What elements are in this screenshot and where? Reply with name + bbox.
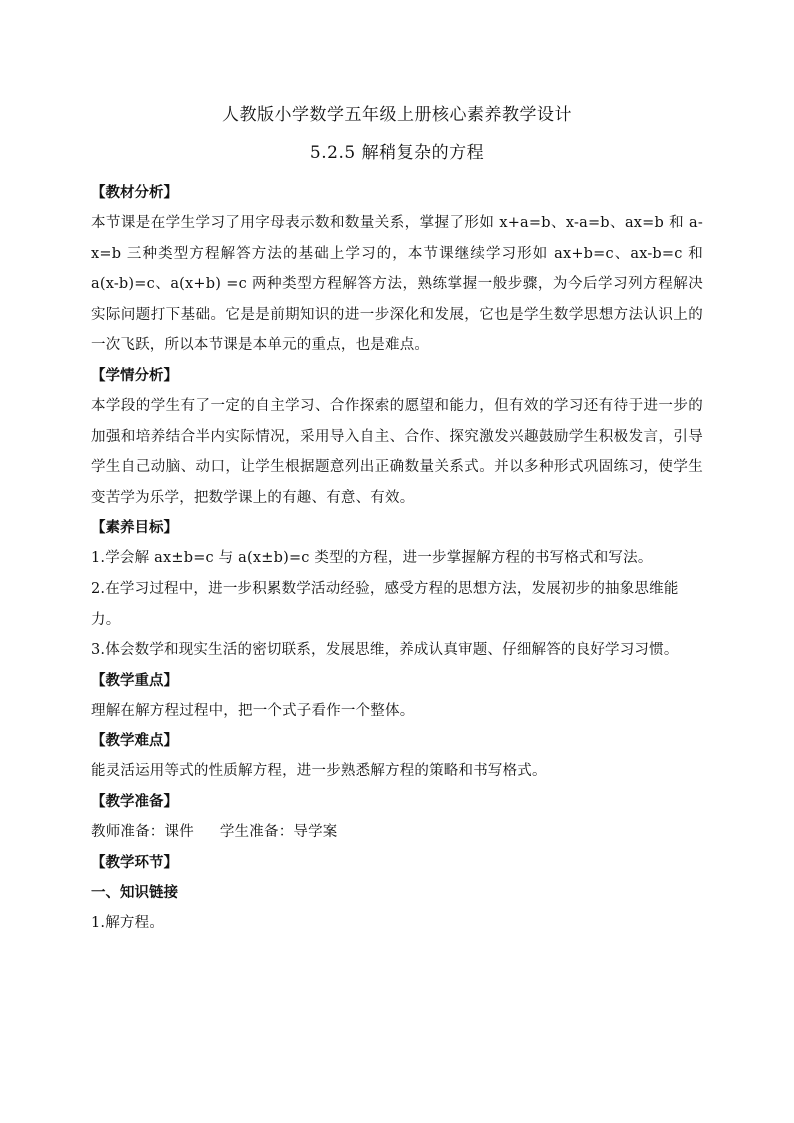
section-heading-learner-analysis: 【学情分析】 <box>91 367 178 384</box>
learner-analysis-text: 本学段的学生有了一定的自主学习、合作探索的愿望和能力，但有效的学习还有待于进一步的加强和培养结合半内实际情况，采用导入自主、合作、探究激发兴趣鼓励学生积极发言，引导学生自己动脑、动口，让学生根据题意列出正确数量关系式。并以多种形式巩固练习，使学生变苦学为乐学，把数学课上的有趣、有意、有效。 <box>91 397 703 506</box>
literacy-goal-item: 1.学会解 ax±b=c 与 a(x±b)=c 类型的方程，进一步掌握解方程的书写格式和写法。 <box>91 550 653 567</box>
procedure-part1-heading: 一、知识链接 <box>91 884 178 901</box>
document-subtitle: 5.2.5 解稍复杂的方程 <box>309 143 485 163</box>
section-heading-difficulties: 【教学难点】 <box>91 733 178 750</box>
teacher-preparation: 教师准备：课件 <box>91 823 194 840</box>
document-title: 人教版小学数学五年级上册核心素养教学设计 <box>222 105 572 125</box>
document-page <box>91 100 703 938</box>
student-preparation: 学生准备：导学案 <box>219 823 338 840</box>
key-points-text: 理解在解方程过程中，把一个式子看作一个整体。 <box>91 702 415 719</box>
textbook-analysis-text: 本节课是在学生学习了用字母表示数和数量关系，掌握了形如 x+a=b、x-a=b、ax=b 和 a-x=b 三种类型方程解答方法的基础上学习的，本节课继续学习形如 ax+b=c、ax-b=c 和 a(x-b)=c、a(x+b) =c 两种类型方程解答方法，熟练掌握一般步骤，为今后学习列方程解决实际问题打下基础。它是是前期知识的进一步深化和发展，它也是学生数学思想方法认识上的一次飞跃，所以本节课是本单元的重点，也是难点。 <box>91 215 703 354</box>
literacy-goal-item: 2.在学习过程中，进一步积累数学活动经验，感受方程的思想方法，发展初步的抽象思维能力。 <box>91 580 679 628</box>
literacy-goal-item: 3.体会数学和现实生活的密切联系，发展思维，养成认真审题、仔细解答的良好学习习惯。 <box>91 642 679 659</box>
section-heading-procedure: 【教学环节】 <box>91 854 178 871</box>
section-heading-literacy-goals: 【素养目标】 <box>91 520 178 537</box>
section-heading-key-points: 【教学重点】 <box>91 672 178 689</box>
section-heading-textbook-analysis: 【教材分析】 <box>91 185 178 201</box>
preparation-line <box>91 817 703 848</box>
section-heading-preparation: 【教学准备】 <box>91 793 178 810</box>
procedure-part1-item: 1.解方程。 <box>91 914 165 931</box>
difficulties-text: 能灵活运用等式的性质解方程，进一步熟悉解方程的策略和书写格式。 <box>91 763 547 780</box>
